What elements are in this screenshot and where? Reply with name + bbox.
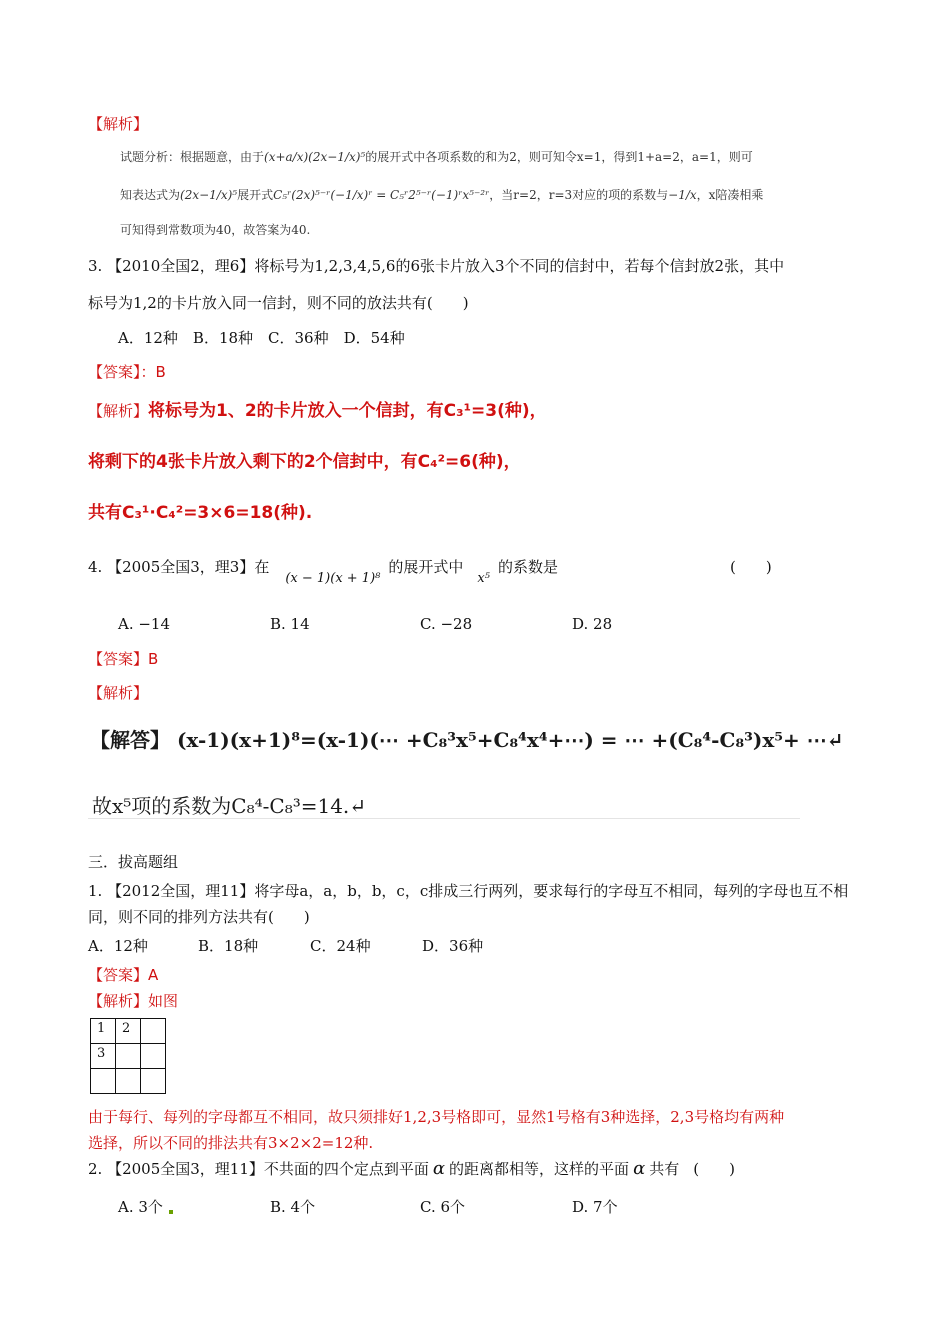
- analysis-label: 【解析】: [88, 402, 149, 420]
- q2-solution-text: 展开式: [237, 188, 274, 202]
- grid-cell: [91, 1069, 116, 1094]
- s3-q1-option-b: B．18种: [198, 937, 259, 955]
- q4-stem-text: 的展开式中: [388, 558, 464, 576]
- grid-cell-label: [141, 1069, 165, 1071]
- q2-solution-text: 知表达式为: [120, 188, 181, 202]
- analysis-label: 【解析】: [88, 992, 149, 1010]
- q2-formula: C₅ʳ(2x)⁵⁻ʳ(−1/x)ʳ = C₅ʳ2⁵⁻ʳ(−1)ʳx⁵⁻²ʳ: [273, 188, 490, 202]
- green-dot-mark: [169, 1210, 173, 1214]
- grid-cell-label: 2: [122, 1021, 131, 1036]
- placement-grid: [90, 1018, 166, 1094]
- q2-formula: (x+a/x)(2x−1/x)⁵: [264, 150, 366, 164]
- q4-variable: x⁵: [477, 571, 490, 586]
- q2-solution-line3: 可知得到常数项为40，故答案为40.: [120, 223, 311, 237]
- q3-solution-line2: 将剩下的4张卡片放入剩下的2个信封中，有C₄²=6(种)，: [88, 452, 521, 472]
- answer-label: 【答案】: [88, 650, 149, 668]
- s3-q1-option-a: A．12种: [88, 937, 148, 955]
- q2-solution-text: ，当r=2，r=3对应的项的系数与: [489, 188, 669, 202]
- grid-cell-label: [141, 1019, 165, 1021]
- q4-option-c: C. −28: [420, 615, 473, 633]
- q4-option-a: A. −14: [118, 615, 171, 633]
- s3-q2-option-d: D. 7个: [572, 1198, 618, 1216]
- grid-cell-label: [116, 1069, 140, 1071]
- s3-q1-explain-line1: 由于每行、每列的字母都互不相同，故只须排好1,2,3号格即可，显然1号格有3种选择，2,3号格均有两种: [88, 1108, 785, 1126]
- alpha-symbol: α: [633, 1158, 646, 1179]
- q3-solution-line1: [88, 396, 547, 421]
- s3-q2-paren: ( ): [693, 1160, 735, 1178]
- grid-cell: [141, 1019, 166, 1044]
- q2-solution-text: 试题分析：根据题意，由于: [120, 150, 265, 164]
- s3-q1-stem-line1: 1. 【2012全国，理11】将字母a，a，b，b，c，c排成三行两列，要求每行的字母互不相同，每列的字母也互不相: [88, 882, 849, 900]
- q4-formula: (x − 1)(x + 1)⁸: [285, 571, 381, 586]
- grid-cell: [141, 1044, 166, 1069]
- section-title: 三．拔高题组: [88, 853, 179, 871]
- q3-stem-line2: 标号为1,2的卡片放入同一信封，则不同的放法共有( ): [88, 294, 469, 312]
- q2-solution-line2: [120, 186, 763, 203]
- s3-q2-stem-text: 的距离都相等，这样的平面: [449, 1160, 630, 1178]
- q3-stem-line1: 3. 【2010全国2，理6】将标号为1,2,3,4,5,6的6张卡片放入3个不同的信封中，若每个信封放2张，其中: [88, 257, 785, 275]
- grid-cell: [91, 1019, 116, 1044]
- s3-q2-stem: [88, 1158, 735, 1179]
- q4-solution-image-line2: 故x⁵项的系数为C₈⁴-C₈³=14.↵: [92, 794, 367, 818]
- q4-stem-text: 的系数是: [497, 558, 558, 576]
- s3-q1-option-c: C．24种: [310, 937, 371, 955]
- q4-stem-text: 4. 【2005全国3，理3】在: [88, 558, 270, 576]
- q3-answer: ：B: [140, 363, 166, 381]
- grid-cell-label: [91, 1069, 115, 1071]
- s3-q1-answer: A: [148, 966, 159, 984]
- s3-q2-option-a: [118, 1196, 173, 1217]
- q4-paren: ( ): [730, 558, 772, 576]
- s3-q2-stem-text: 共有: [649, 1160, 680, 1178]
- grid-cell: [141, 1069, 166, 1094]
- q2-solution-text: 的展开式中各项系数的和为2，则可知令x=1，得到1+a=2，a=1，则可: [365, 150, 753, 164]
- grid-cell: [116, 1044, 141, 1069]
- grid-cell-label: [141, 1044, 165, 1046]
- q4-solution-image-line1: 【解答】 (x-1)(x+1)⁸=(x-1)(⋯ +C₈³x⁵+C₈⁴x⁴+⋯) = ⋯ +(C₈⁴-C₈³)x⁵+ ⋯↵: [90, 728, 844, 752]
- analysis-label-q2: 【解析】: [88, 115, 149, 133]
- s3-q1-option-d: D．36种: [422, 937, 484, 955]
- q3-solution-line3: 共有C₃¹·C₄²=3×6=18(种).: [88, 503, 313, 523]
- s3-q2-option-b: B. 4个: [270, 1198, 316, 1216]
- q2-solution-text: ，x陪凑相乘: [696, 188, 764, 202]
- s3-q2-option-c: C. 6个: [420, 1198, 466, 1216]
- q4-option-d: D. 28: [572, 615, 613, 633]
- q2-formula: −1/x: [668, 188, 697, 202]
- image-divider: [88, 818, 800, 819]
- q2-formula: (2x−1/x)⁵: [180, 188, 238, 202]
- grid-cell-label: [116, 1044, 140, 1046]
- q3-answer-row: [88, 361, 166, 382]
- grid-cell-label: 3: [97, 1046, 106, 1061]
- answer-label: 【答案】: [88, 966, 149, 984]
- s3-q1-explain-line2: 选择，所以不同的排法共有3×2×2=12种.: [88, 1134, 374, 1152]
- q3-solution-text: 将标号为1、2的卡片放入一个信封，有C₃¹=3(种)，: [148, 401, 547, 421]
- s3-q1-analysis-row: [88, 990, 178, 1011]
- grid-cell: [116, 1069, 141, 1094]
- grid-cell: [116, 1019, 141, 1044]
- q2-solution-line1: [120, 148, 753, 165]
- s3-q1-answer-row: [88, 964, 158, 985]
- s3-q2-option-a-text: A. 3个: [118, 1198, 163, 1216]
- q3-options: A．12种 B．18种 C．36种 D．54种: [118, 329, 405, 347]
- grid-cell: [91, 1044, 116, 1069]
- grid-cell-label: 1: [97, 1021, 106, 1036]
- s3-q2-stem-text: 2. 【2005全国3，理11】不共面的四个定点到平面: [88, 1160, 429, 1178]
- q4-analysis-label: 【解析】: [88, 684, 149, 702]
- q4-answer-row: [88, 648, 158, 669]
- q4-stem: [88, 556, 558, 586]
- q4-option-b: B. 14: [270, 615, 310, 633]
- alpha-symbol: α: [432, 1158, 446, 1179]
- s3-q1-stem-line2: 同，则不同的排列方法共有( ): [88, 908, 310, 926]
- s3-q1-analysis: 如图: [148, 992, 179, 1010]
- answer-label: 【答案】: [88, 363, 141, 381]
- q4-answer: B: [148, 650, 159, 668]
